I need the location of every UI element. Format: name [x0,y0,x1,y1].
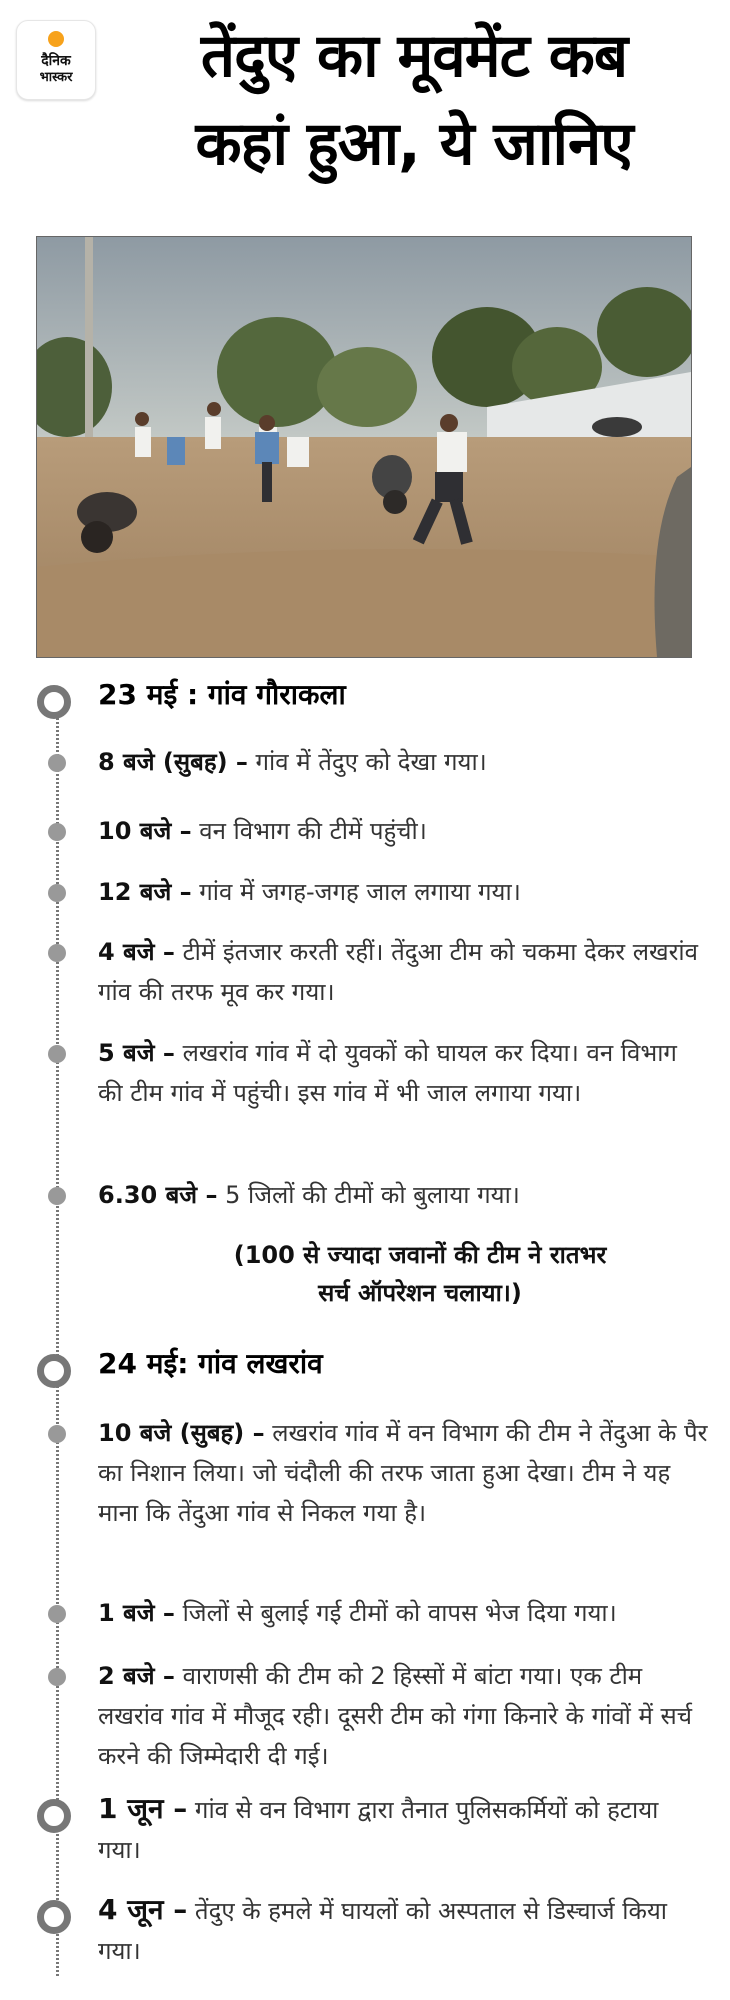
news-photo [36,236,692,658]
entry-time: 10 बजे (सुबह) – [98,1419,265,1447]
timeline-node [48,1605,66,1623]
operation-note [140,1236,700,1312]
entry-time: 12 बजे – [98,878,192,906]
entry-text: टीमें इंतजार करती रहीं। तेंदुआ टीम को चकमा देकर लखरांव गांव की तरफ मूव कर गया। [98,938,698,1006]
entry-text: वाराणसी की टीम को 2 हिस्सों में बांटा गया। एक टीम लखरांव गांव में मौजूद रही। दूसरी टीम को गंगा किनारे के गांवों में सर्च करने की जिम्मेदारी दी गई। [98,1662,692,1770]
timeline-entry [98,1593,708,1633]
timeline-entry [98,932,708,1012]
dainik-bhaskar-logo [16,20,96,100]
timeline-entry [98,1413,708,1533]
entry-text: गांव में जगह-जगह जाल लगाया गया। [191,878,521,906]
date-heading-may24: 24 मई: गांव लखरांव [98,1347,323,1380]
note-line2: सर्च ऑपरेशन चलाया।) [318,1279,522,1307]
timeline-entry-june4 [98,1890,708,1971]
timeline-node [48,1045,66,1063]
timeline-entry [98,742,708,782]
entry-text: लखरांव गांव में दो युवकों को घायल कर दिया। वन विभाग की टीम गांव में पहुंची। इस गांव में भी जाल लगाया गया। [98,1039,677,1107]
logo-sun-icon [48,31,64,47]
timeline-entry [98,1033,708,1113]
logo-text-line1: दैनिक [41,53,71,69]
entry-text: वन विभाग की टीमें पहुंची। [191,817,427,845]
entry-date: 1 जून – [98,1792,188,1825]
timeline-entry [98,1656,708,1776]
timeline-node [48,823,66,841]
entry-time: 1 बजे – [98,1599,175,1627]
entry-time: 10 बजे – [98,817,192,845]
timeline-entry [98,872,708,912]
timeline-node-major [37,1900,71,1934]
entry-text: जिलों से बुलाई गई टीमों को वापस भेज दिया गया। [174,1599,617,1627]
entry-time: 6.30 बजे – [98,1181,218,1209]
timeline-entry [98,1175,708,1215]
date-heading-may23: 23 मई : गांव गौराकला [98,678,346,711]
entry-time: 2 बजे – [98,1662,175,1690]
entry-text: गांव में तेंदुए को देखा गया। [247,748,487,776]
entry-text: 5 जिलों की टीमों को बुलाया गया। [217,1181,520,1209]
entry-date: 4 जून – [98,1893,188,1926]
timeline-node [48,1425,66,1443]
timeline-node [48,944,66,962]
timeline-node-major [37,685,71,719]
timeline-node [48,1187,66,1205]
logo-text-line2: भास्कर [39,70,73,85]
entry-text: लखरांव गांव में वन विभाग की टीम ने तेंदुआ के पैर का निशान लिया। जो चंदौली की तरफ जाता हुआ देखा। टीम ने यह माना कि तेंदुआ गांव से निकल गया है। [98,1419,708,1527]
entry-time: 5 बजे – [98,1039,175,1067]
page-title [108,12,720,188]
timeline-entry [98,811,708,851]
timeline-node [48,1668,66,1686]
title-line2: कहां हुआ, ये जानिए [195,109,633,179]
timeline-node [48,754,66,772]
entry-time: 8 बजे (सुबह) – [98,748,248,776]
timeline-node [48,884,66,902]
title-line1: तेंदुए का मूवमेंट कब [200,21,628,91]
timeline-node-major [37,1799,71,1833]
note-line1: (100 से ज्यादा जवानों की टीम ने रातभर [233,1241,607,1269]
entry-time: 4 बजे – [98,938,175,966]
timeline-entry-june1 [98,1789,708,1870]
timeline-node-major [37,1354,71,1388]
entry-text: गांव से वन विभाग द्वारा तैनात पुलिसकर्मियों को हटाया गया। [98,1796,659,1864]
entry-text: तेंदुए के हमले में घायलों को अस्पताल से डिस्चार्ज किया गया। [98,1897,668,1965]
